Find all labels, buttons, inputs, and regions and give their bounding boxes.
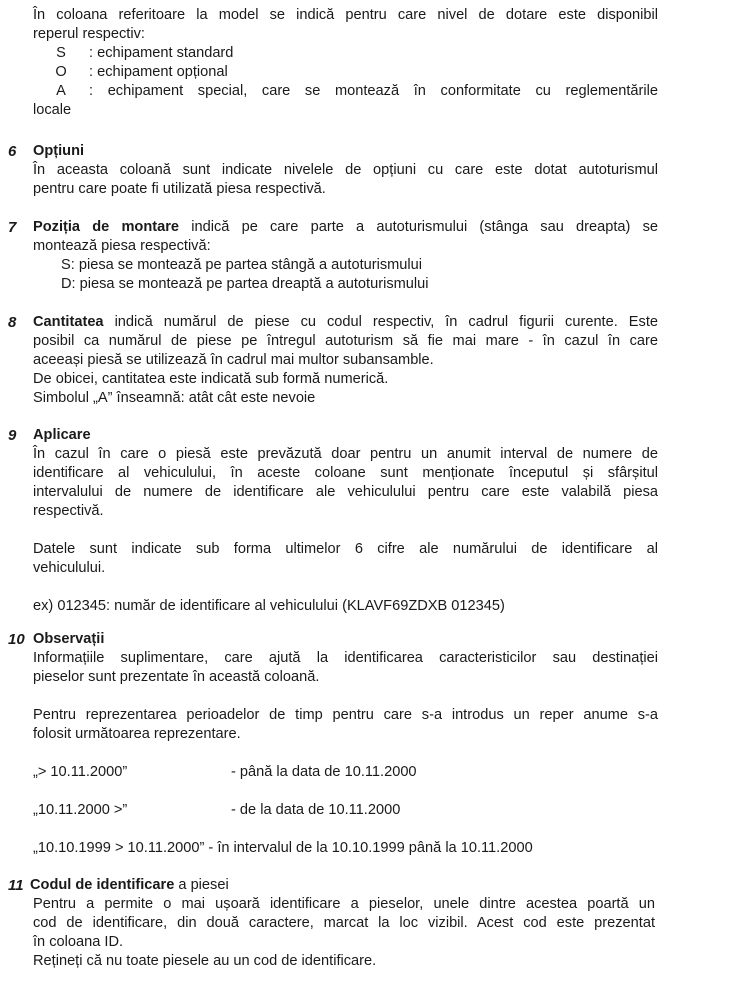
section-title: Codul de identificare bbox=[30, 877, 175, 893]
section-line: identificare al vehiculului, în aceste coloane sunt menționate începutul și sfârșitul bbox=[33, 465, 658, 481]
section-line: posibil ca numărul de piese pe întregul autoturism să fie mai mare - în cazul în care bbox=[33, 333, 658, 349]
intro-line-2: reperul respectiv: bbox=[33, 26, 145, 42]
section-number: 7 bbox=[8, 219, 17, 236]
section-line: pentru care poate fi utilizată piesa respectivă. bbox=[33, 181, 326, 197]
section-line bbox=[33, 313, 658, 332]
section-line: montează piesa respectivă: bbox=[33, 238, 211, 254]
equipment-code: A bbox=[56, 83, 66, 99]
section-line: În cazul în care o piesă este prevăzută doar pentru un anumit interval de numere de bbox=[33, 446, 658, 462]
section-line: De obicei, cantitatea este indicată sub formă numerică. bbox=[33, 371, 389, 387]
section-text: a piesei bbox=[174, 877, 229, 893]
date-rule bbox=[33, 763, 658, 782]
section-line: Pentru a permite o mai ușoară identificare a pieselor, unele dintre acestea poartă un bbox=[33, 896, 655, 912]
section-8 bbox=[33, 313, 658, 408]
equipment-text: : echipament opțional bbox=[89, 64, 228, 80]
date-range-rule: „10.10.1999 > 10.11.2000” - în intervalul de la 10.10.1999 până la 10.11.2000 bbox=[33, 840, 533, 856]
section-line: Informațiile suplimentare, care ajută la identificarea caracteristicilor sau destinației bbox=[33, 650, 658, 666]
position-left: S: piesa se montează pe partea stângă a autoturismului bbox=[61, 257, 423, 273]
date-meaning: - de la data de 10.11.2000 bbox=[231, 802, 401, 818]
equipment-text: : echipament standard bbox=[89, 45, 234, 61]
equipment-text: : echipament special, care se montează în conformitate cu reglementările bbox=[89, 83, 658, 99]
position-right: D: piesa se montează pe partea dreaptă a autoturismului bbox=[61, 276, 429, 292]
vin-example: ex) 012345: număr de identificare al vehiculului (KLAVF69ZDXB 012345) bbox=[33, 598, 505, 614]
section-line: vehiculului. bbox=[33, 560, 106, 576]
section-line: Rețineți că nu toate piesele au un cod de identificare. bbox=[33, 953, 377, 969]
equipment-code: O bbox=[55, 64, 67, 80]
section-line bbox=[30, 876, 655, 895]
equipment-code: S bbox=[56, 45, 66, 61]
section-11 bbox=[30, 876, 655, 971]
section-line: aceeași piesă se utilizează în cadrul mai multor subansamble. bbox=[33, 352, 434, 368]
section-line: Simbolul „A” înseamnă: atât cât este nevoie bbox=[33, 390, 316, 406]
section-title: Poziția de montare bbox=[33, 219, 180, 235]
intro-line-last: locale bbox=[33, 102, 72, 118]
section-title: Observații bbox=[33, 631, 105, 647]
section-line: pieselor sunt prezentate în această coloană. bbox=[33, 669, 320, 685]
section-number: 8 bbox=[8, 314, 17, 331]
section-line: În aceasta coloană sunt indicate nivelele de opțiuni cu care este dotat autoturismul bbox=[33, 162, 658, 178]
section-line: în coloana ID. bbox=[33, 934, 124, 950]
section-line: intervalului de numere de identificare ale vehiculului pentru care este valabilă piesa bbox=[33, 484, 658, 500]
section-9 bbox=[33, 426, 658, 616]
section-title: Cantitatea bbox=[33, 314, 104, 330]
section-title: Aplicare bbox=[33, 427, 91, 443]
section-line: cod de identificare, din două caractere, marcat la loc vizibil. Acest cod este prezentat bbox=[33, 915, 655, 931]
equipment-item-a bbox=[33, 82, 658, 101]
section-text: indică pe care parte a autoturismului (stânga sau dreapta) se bbox=[179, 219, 658, 235]
section-7 bbox=[33, 218, 658, 294]
intro-block bbox=[33, 6, 658, 120]
section-line: Datele sunt indicate sub forma ultimelor 6 cifre ale numărului de identificare al bbox=[33, 541, 658, 557]
section-line bbox=[33, 218, 658, 237]
section-title: Opțiuni bbox=[33, 143, 85, 159]
date-notation: „> 10.11.2000” bbox=[33, 764, 128, 780]
date-rule bbox=[33, 801, 658, 820]
equipment-item-o bbox=[33, 63, 658, 82]
section-line: folosit următoarea reprezentare. bbox=[33, 726, 241, 742]
section-number: 6 bbox=[8, 143, 17, 160]
section-line: Pentru reprezentarea perioadelor de timp pentru care s-a introdus un reper anume s-a bbox=[33, 707, 658, 723]
section-text: indică numărul de piese cu codul respectiv, în cadrul figurii curente. Este bbox=[103, 314, 658, 330]
section-6 bbox=[33, 142, 658, 199]
section-line: respectivă. bbox=[33, 503, 104, 519]
section-number: 9 bbox=[8, 427, 17, 444]
section-10 bbox=[33, 630, 658, 858]
intro-line-1: În coloana referitoare la model se indică pentru care nivel de dotare este disponibil bbox=[33, 7, 658, 23]
date-notation: „10.11.2000 >” bbox=[33, 802, 128, 818]
section-number: 10 bbox=[8, 631, 25, 648]
date-meaning: - până la data de 10.11.2000 bbox=[231, 764, 417, 780]
equipment-item-s bbox=[33, 44, 658, 63]
section-number: 11 bbox=[8, 877, 24, 894]
